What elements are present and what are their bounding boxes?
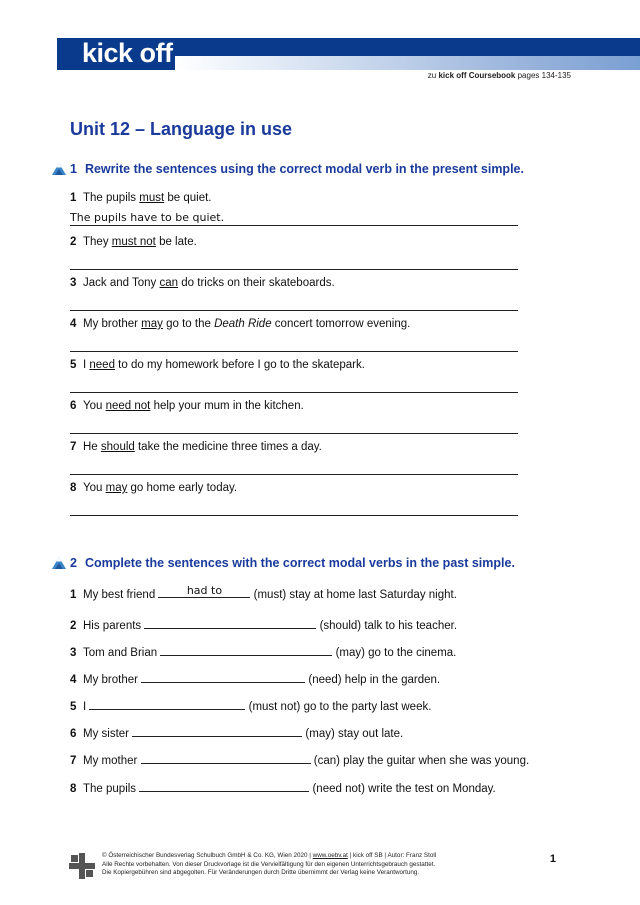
item-text-post: to do my homework before I go to the skatepark. xyxy=(114,359,365,371)
page-number: 1 xyxy=(549,853,556,865)
exercise-1-heading xyxy=(52,162,524,176)
footer-author: Autor: Franz Stoll xyxy=(387,852,437,859)
exercise-1-item xyxy=(70,318,410,330)
item-number: 8 xyxy=(70,783,77,795)
item-text-post: (need not) write the test on Monday. xyxy=(312,783,496,795)
answer-blank[interactable] xyxy=(139,780,309,792)
item-number: 4 xyxy=(70,318,77,330)
answer-blank[interactable] xyxy=(141,752,311,764)
item-text-post: (must) stay at home last Saturday night. xyxy=(253,589,457,601)
copyright-footer xyxy=(102,852,522,878)
item-number: 2 xyxy=(70,236,77,248)
publisher-logo-icon xyxy=(68,852,96,880)
footer-line-2: Alle Rechte vorbehalten. Von dieser Druckvorlage ist die Vervielfältigung für den eigenen Unterrichtsgebrauch gestattet. xyxy=(102,860,436,868)
exercise-2-item xyxy=(70,752,529,767)
exercise-1-item xyxy=(70,441,322,453)
exercise-1-item xyxy=(70,482,237,494)
exercise-2-item xyxy=(70,780,496,795)
item-text-pre: The pupils xyxy=(83,192,140,204)
publisher-link[interactable]: www.oebv.at xyxy=(312,852,348,859)
header-banner-fade xyxy=(175,56,640,70)
item-text-post: (should) talk to his teacher. xyxy=(319,620,458,632)
ref-prefix: zu xyxy=(427,71,437,80)
modal-verb: need not xyxy=(105,400,151,412)
item-number: 5 xyxy=(70,701,77,713)
item-text-post: concert tomorrow evening. xyxy=(271,318,411,330)
item-text-post: go home early today. xyxy=(127,482,238,494)
modal-verb: must not xyxy=(111,236,156,248)
item-text-post: (must not) go to the party last week. xyxy=(248,701,432,713)
handwritten-answer: had to xyxy=(186,584,223,597)
item-number: 2 xyxy=(70,620,77,632)
exercise-1-item xyxy=(70,192,212,204)
exercise-2-instruction: Complete the sentences with the correct modal verbs in the past simple. xyxy=(84,556,515,570)
item-text-pre: I xyxy=(83,359,90,371)
item-text-post: (may) go to the cinema. xyxy=(335,647,457,659)
page-title: Unit 12 – Language in use xyxy=(70,119,293,139)
ref-pages: pages 134-135 xyxy=(517,71,571,80)
exercise-2-heading xyxy=(52,556,515,570)
item-text-pre: The pupils xyxy=(83,783,137,795)
answer-line[interactable] xyxy=(70,211,518,226)
item-text-post: be quiet. xyxy=(164,192,212,204)
answer-line[interactable] xyxy=(70,460,518,475)
answer-line[interactable] xyxy=(70,419,518,434)
modal-verb: need xyxy=(89,359,115,371)
exercise-1-item xyxy=(70,277,335,289)
item-number: 7 xyxy=(70,755,77,767)
exercise-1-item xyxy=(70,359,365,371)
modal-verb: can xyxy=(159,277,179,289)
answer-line[interactable] xyxy=(70,255,518,270)
item-number: 6 xyxy=(70,728,77,740)
footer-book: kick off SB xyxy=(353,852,383,859)
item-text-post: help your mum in the kitchen. xyxy=(150,400,304,412)
item-text-mid: go to the xyxy=(162,318,215,330)
item-number: 1 xyxy=(70,192,77,204)
answer-line[interactable] xyxy=(70,378,518,393)
exercise-2-number: 2 xyxy=(70,556,77,570)
item-text-pre: My brother xyxy=(83,318,142,330)
exercise-1-item xyxy=(70,400,304,412)
item-number: 8 xyxy=(70,482,77,494)
exercise-2-item xyxy=(70,644,456,659)
item-text-post: (need) help in the garden. xyxy=(308,674,441,686)
exercise-2-item xyxy=(70,725,403,740)
item-text-post: take the medicine three times a day. xyxy=(134,441,322,453)
answer-line[interactable] xyxy=(70,337,518,352)
exercise-1-number: 1 xyxy=(70,162,77,176)
modal-verb: should xyxy=(100,441,135,453)
exercise-1-instruction: Rewrite the sentences using the correct modal verb in the present simple. xyxy=(84,162,524,176)
item-number: 1 xyxy=(70,589,77,601)
item-text-pre: They xyxy=(83,236,112,248)
exercise-2-item xyxy=(70,671,440,686)
answer-blank[interactable] xyxy=(144,617,316,629)
item-number: 4 xyxy=(70,674,77,686)
exercise-2-item xyxy=(70,617,457,632)
item-text-post: be late. xyxy=(155,236,197,248)
item-text-pre: I xyxy=(83,701,87,713)
exercise-2-item xyxy=(70,698,431,713)
footer-line-1: © Österreichischer Bundesverlag Schulbuch GmbH & Co. KG, Wien 2020 | www.oebv.at | kick off SB | Autor: Franz Stoll xyxy=(102,852,437,859)
exercise-2-item xyxy=(70,586,457,601)
modal-verb: may xyxy=(105,482,128,494)
item-text-post: (may) stay out late. xyxy=(305,728,404,740)
item-text-pre: He xyxy=(83,441,101,453)
item-text-post: do tricks on their skateboards. xyxy=(178,277,335,289)
answer-line[interactable] xyxy=(70,296,518,311)
item-text-pre: You xyxy=(83,400,106,412)
item-number: 5 xyxy=(70,359,77,371)
answer-blank[interactable] xyxy=(132,725,302,737)
mountain-icon xyxy=(52,557,66,569)
item-text-pre: My brother xyxy=(83,674,138,686)
coursebook-reference xyxy=(428,71,571,80)
item-text-pre: My sister xyxy=(83,728,129,740)
modal-verb: may xyxy=(141,318,163,330)
item-number: 3 xyxy=(70,647,77,659)
item-number: 6 xyxy=(70,400,77,412)
item-number: 3 xyxy=(70,277,77,289)
answer-blank[interactable] xyxy=(89,698,245,710)
footer-line-3: Die Kopiergebühren sind abgegolten. Für Veränderungen durch Dritte übernimmt der Verlag keine Verantwortung. xyxy=(102,869,420,876)
answer-line[interactable] xyxy=(70,501,518,516)
answer-blank[interactable] xyxy=(158,586,250,598)
handwritten-answer: The pupils have to be quiet. xyxy=(70,211,225,224)
item-text-pre: His parents xyxy=(83,620,142,632)
item-text-pre: Jack and Tony xyxy=(83,277,160,289)
modal-verb: must xyxy=(139,192,165,204)
answer-blank[interactable] xyxy=(160,644,332,656)
item-text-pre: My best friend xyxy=(83,589,156,601)
footer-copyright: © Österreichischer Bundesverlag Schulbuch GmbH & Co. KG, Wien 2020 xyxy=(102,852,308,859)
item-text-pre: My mother xyxy=(83,755,138,767)
item-number: 7 xyxy=(70,441,77,453)
kick-off-logo: kick off xyxy=(82,38,173,68)
ref-book: kick off Coursebook xyxy=(438,71,516,80)
item-text-post: (can) play the guitar when she was young. xyxy=(313,755,530,767)
item-text-italic: Death Ride xyxy=(214,318,272,330)
item-text-pre: You xyxy=(83,482,106,494)
answer-blank[interactable] xyxy=(141,671,305,683)
mountain-icon xyxy=(52,163,66,175)
item-text-pre: Tom and Brian xyxy=(83,647,158,659)
exercise-1-item xyxy=(70,236,197,248)
